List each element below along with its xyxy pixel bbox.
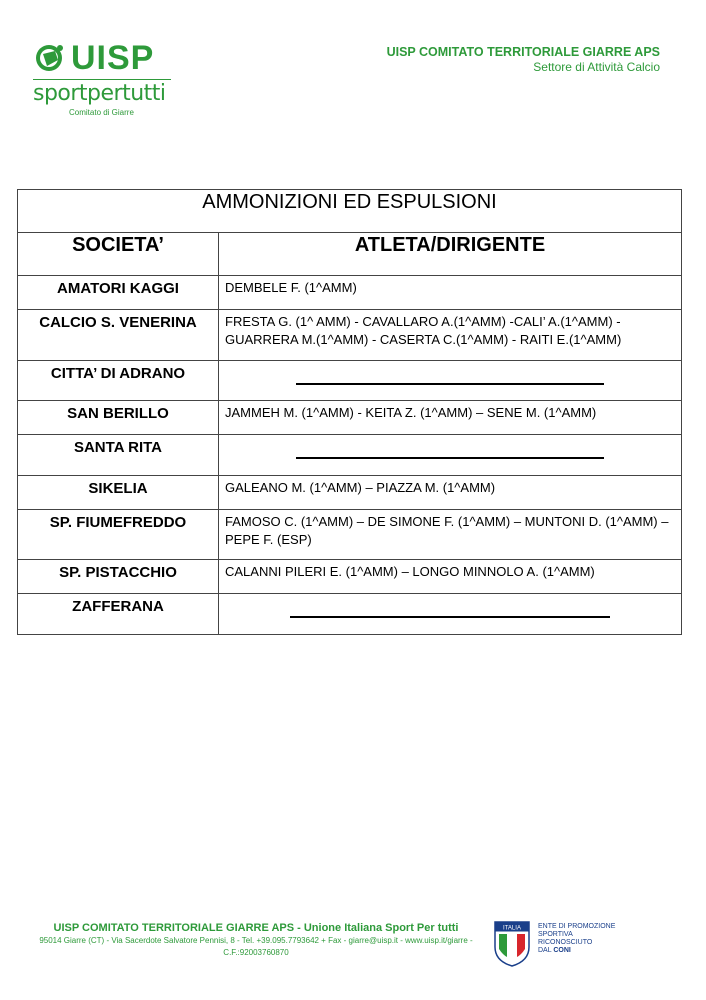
- coni-badge: [494, 921, 624, 969]
- team-name: AMATORI KAGGI: [18, 276, 219, 310]
- letterhead-title: UISP COMITATO TERRITORIALE GIARRE APS: [386, 45, 660, 59]
- team-name: CITTA’ DI ADRANO: [18, 361, 219, 401]
- players-cell: GALEANO M. (1^AMM) – PIAZZA M. (1^AMM): [219, 476, 682, 510]
- players-cell-empty: [219, 435, 682, 476]
- footer-address: 95014 Giarre (CT) - Via Sacerdote Salvatore Pennisi, 8 - Tel. +39.095.7793642 + Fax - giarre@uisp.it - www.uisp.it/giarre - C.F.:92003760870: [39, 936, 473, 957]
- team-name: SAN BERILLO: [18, 401, 219, 435]
- logo-comitato: Comitato di Giarre: [69, 108, 134, 117]
- table-row: [18, 435, 682, 476]
- table-row: [18, 276, 682, 310]
- table-row: [18, 476, 682, 510]
- shield-label: ITALIA: [503, 925, 521, 932]
- logo-tagline: sportpertutti: [33, 81, 166, 106]
- team-name: SIKELIA: [18, 476, 219, 510]
- coni-line-4-bold: CONI: [553, 947, 571, 954]
- empty-line: [296, 457, 604, 459]
- header-societa: SOCIETA’: [18, 233, 219, 276]
- italia-shield-icon: [494, 921, 530, 967]
- table-row: [18, 310, 682, 361]
- players-cell: JAMMEH M. (1^AMM) - KEITA Z. (1^AMM) – SENE M. (1^AMM): [219, 401, 682, 435]
- players-cell: CALANNI PILERI E. (1^AMM) – LONGO MINNOLO A. (1^AMM): [219, 560, 682, 594]
- coni-line-4-prefix: DAL: [538, 947, 552, 954]
- players-cell-empty: [219, 361, 682, 401]
- footer: [36, 921, 476, 959]
- coni-line-2: SPORTIVA: [538, 931, 573, 938]
- players-cell: FRESTA G. (1^ AMM) - CAVALLARO A.(1^AMM) -CALI’ A.(1^AMM) - GUARRERA M.(1^AMM) - CASERTA C.(1^AMM) - RAITI E.(1^AMM): [219, 310, 682, 361]
- players-cell-empty: [219, 594, 682, 635]
- team-name: CALCIO S. VENERINA: [18, 310, 219, 361]
- coni-text: [538, 923, 615, 955]
- table-title: AMMONIZIONI ED ESPULSIONI: [18, 190, 682, 233]
- uisp-logo: [33, 40, 183, 125]
- team-name: SP. PISTACCHIO: [18, 560, 219, 594]
- soccer-player-icon: [33, 40, 69, 76]
- players-cell: DEMBELE F. (1^AMM): [219, 276, 682, 310]
- coni-line-3: RICONOSCIUTO: [538, 939, 593, 946]
- logo-brand: UISP: [71, 39, 155, 77]
- team-name: ZAFFERANA: [18, 594, 219, 635]
- table-title-row: [18, 190, 682, 233]
- table-row: [18, 560, 682, 594]
- letterhead: [387, 44, 660, 75]
- table-header-row: [18, 233, 682, 276]
- table-row: [18, 361, 682, 401]
- players-cell: FAMOSO C. (1^AMM) – DE SIMONE F. (1^AMM) – MUNTONI D. (1^AMM) – PEPE F. (ESP): [219, 510, 682, 560]
- disciplinary-table: [17, 189, 682, 635]
- header-atleta: ATLETA/DIRIGENTE: [219, 233, 682, 276]
- coni-line-1: ENTE DI PROMOZIONE: [538, 923, 616, 930]
- table-row: [18, 510, 682, 560]
- table-row: [18, 594, 682, 635]
- team-name: SP. FIUMEFREDDO: [18, 510, 219, 560]
- team-name: SANTA RITA: [18, 435, 219, 476]
- letterhead-subtitle: Settore di Attività Calcio: [533, 60, 660, 74]
- logo-divider: [33, 79, 171, 80]
- table-row: [18, 401, 682, 435]
- footer-title: UISP COMITATO TERRITORIALE GIARRE APS - Unione Italiana Sport Per tutti: [53, 922, 459, 934]
- empty-line: [290, 616, 610, 618]
- coni-line-4: [538, 947, 615, 955]
- empty-line: [296, 383, 604, 385]
